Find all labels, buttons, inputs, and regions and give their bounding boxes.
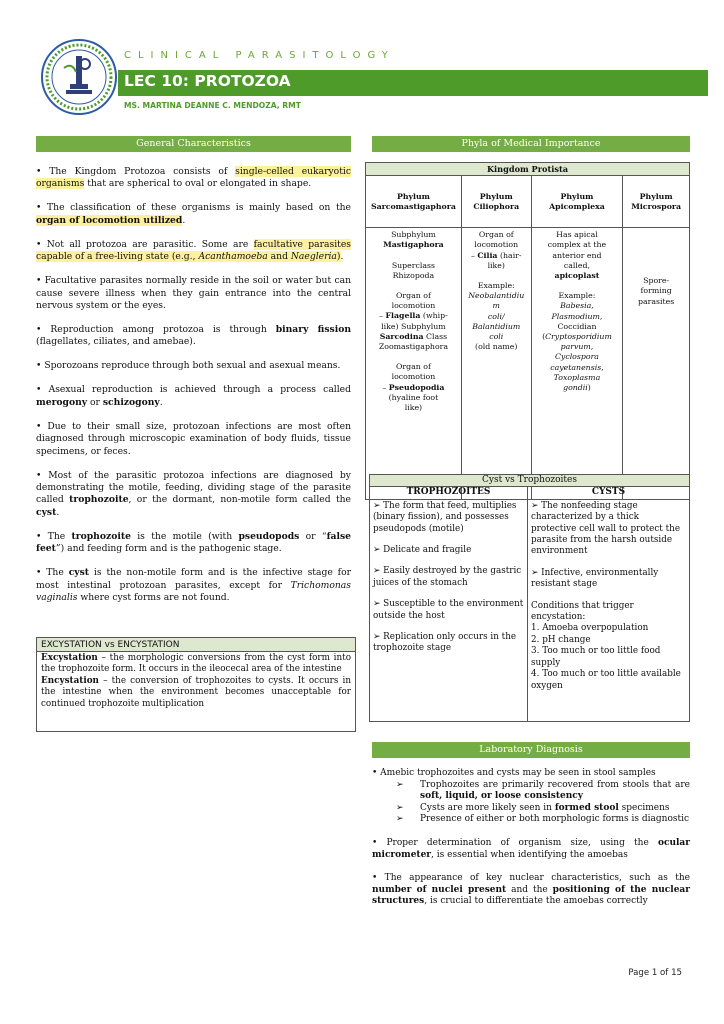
text-run: ocular micrometer xyxy=(372,837,690,860)
cell-line xyxy=(464,301,529,311)
text-run: parvum, xyxy=(560,342,594,352)
arrow-bullet-icon: ➢ xyxy=(396,814,404,825)
text-run: soft, liquid, or loose consistency xyxy=(420,791,583,802)
arrow-bullet-icon: ➢ xyxy=(396,802,404,813)
text-run: Naegleria xyxy=(290,251,337,263)
text-run: • Due to their small size, protozoan infections are most often diagnosed through microscopic examination of body fluids, tissue specimens, or feces. xyxy=(36,420,351,457)
excystation-title: EXCYSTATION vs ENCYSTATION xyxy=(37,638,355,652)
characteristic-item xyxy=(36,421,351,458)
lab-paragraph xyxy=(372,873,690,908)
spacer xyxy=(368,251,459,261)
excystation-box xyxy=(36,637,356,732)
cell-line xyxy=(368,240,459,250)
characteristic-item xyxy=(36,384,351,409)
general-characteristics-section xyxy=(36,136,351,616)
text-run: complex at the xyxy=(547,240,607,250)
text-run: Superclass xyxy=(391,260,436,270)
text-run: and xyxy=(267,251,291,263)
text-run: called, xyxy=(563,260,590,270)
text-run: Plasmodium xyxy=(551,311,600,321)
text-run: Babesia, xyxy=(560,301,594,311)
text-run: Rhizopoda xyxy=(392,270,435,280)
text-run: – the morphologic conversions from the cyst form into the trophozoite form. It occurs in the ileocecal area of the intestine xyxy=(41,653,351,675)
text-run: cyst xyxy=(68,567,90,579)
laboratory-diagnosis-section xyxy=(372,742,690,908)
condition-item: 4. Too much or too little available oxygen xyxy=(531,669,681,691)
text-run: like) xyxy=(404,403,423,413)
page-header xyxy=(40,38,700,118)
cell-line xyxy=(464,251,529,261)
lab-lead: • Amebic trophozoites and cysts may be seen in stool samples xyxy=(372,768,656,778)
text-run: trophozoite xyxy=(69,494,129,506)
text-run: ( xyxy=(542,332,546,342)
text-run: • The xyxy=(36,567,69,579)
text-run: , xyxy=(599,311,603,321)
phylum-header: Phylum Microspora xyxy=(623,176,690,228)
text-run: binary fission xyxy=(275,324,351,336)
spacer xyxy=(368,352,459,362)
cell-line xyxy=(534,373,621,383)
text-run: ”) and feeding form and is the pathogenic stage. xyxy=(55,543,282,555)
text-run: positioning of the nuclear structures xyxy=(372,884,690,907)
cell-line xyxy=(534,332,621,342)
cell-line xyxy=(534,312,621,322)
text-run: Has apical xyxy=(556,230,598,240)
text-run: (whip- xyxy=(420,311,448,321)
cell-line xyxy=(464,240,529,250)
characteristic-item xyxy=(36,470,351,520)
spacer xyxy=(464,271,529,281)
text-run: • Reproduction among protozoa is through xyxy=(36,324,276,336)
cell-line xyxy=(368,261,459,271)
cell-line xyxy=(464,322,529,332)
text-run: Trophozoites are primarily recovered from stools that are xyxy=(420,779,690,790)
text-run: gondii xyxy=(563,383,588,393)
text-run: • The Kingdom Protozoa consists of xyxy=(36,166,236,177)
text-run: Mastigaphora xyxy=(383,240,444,250)
text-run: formed stool xyxy=(554,802,619,813)
text-run: Neobalantidiu xyxy=(468,291,525,301)
cell-line xyxy=(534,352,621,362)
definition-line xyxy=(41,676,351,710)
section-title: Phyla of Medical Importance xyxy=(372,136,690,152)
cell-line xyxy=(368,403,459,413)
characteristic-item xyxy=(36,275,351,312)
cell-line xyxy=(368,291,459,301)
text-run: number of nuclei present xyxy=(372,884,507,895)
text-run: is the non-motile form and is the infective stage for most intestinal protozoan parasites, except for xyxy=(36,567,351,591)
cell-line xyxy=(368,301,459,311)
section-title: General Characteristics xyxy=(36,136,351,152)
author-name: MS. MARTINA DEANNE C. MENDOZA, RMT xyxy=(124,101,301,110)
text-run: Organ of xyxy=(478,230,514,240)
phyla-header-row xyxy=(366,176,690,228)
list-item: ➢ Susceptible to the environment outside the host xyxy=(373,599,524,621)
phylum-header: Phylum Sarcomastigaphora xyxy=(366,176,462,228)
phyla-body-row xyxy=(366,228,690,500)
cell-line xyxy=(464,312,529,322)
cell-line xyxy=(625,276,687,286)
lab-paras xyxy=(372,838,690,908)
school-seal-logo xyxy=(40,38,118,116)
cell-line xyxy=(464,281,529,291)
condition-item: 2. pH change xyxy=(531,634,591,645)
text-run: Flagella xyxy=(385,311,421,321)
spacer xyxy=(368,281,459,291)
text-run: specimens xyxy=(618,802,670,813)
characteristic-item xyxy=(36,324,351,349)
cell-line xyxy=(368,383,459,393)
cell-line xyxy=(464,230,529,240)
cell-line xyxy=(534,230,621,240)
text-run: like) xyxy=(487,260,505,270)
text-run: – xyxy=(382,382,389,392)
lab-items xyxy=(372,768,690,908)
cell-line xyxy=(368,342,459,352)
text-run: Coccidian xyxy=(557,321,597,331)
text-run: (hyaline foot xyxy=(388,392,439,402)
cyst-trophozoite-table xyxy=(369,474,690,722)
text-run: cayetanensis, xyxy=(550,362,604,372)
text-run: • The appearance of key nuclear characteristics, such as the xyxy=(372,873,690,884)
text-run: • Sporozoans reproduce through both sexual and asexual means. xyxy=(36,360,341,372)
text-run: ) xyxy=(336,251,341,263)
text-run: , or the dormant, non-motile form called the xyxy=(128,494,351,506)
text-run: • Facultative parasites normally reside in the soil or water but can cause severe illness when they gain entrance into the central nervous system or the eyes. xyxy=(36,275,351,312)
text-run: Subphylum xyxy=(391,230,436,240)
text-run: Zoomastigaphora xyxy=(378,342,449,352)
cysts-header: CYSTS xyxy=(528,487,690,499)
phylum-cell xyxy=(623,228,690,500)
spacer xyxy=(625,230,687,276)
characteristic-item xyxy=(36,531,351,556)
phyla-section xyxy=(372,136,690,152)
excystation-body xyxy=(37,652,355,711)
text-run: coli xyxy=(489,332,504,342)
text-run: where cyst forms are not found. xyxy=(77,592,230,604)
list-item: ➢ The form that feed, multiplies (binary fission), and possesses pseudopods (motile) xyxy=(373,500,517,534)
condition-item: 1. Amoeba overpopulation xyxy=(531,623,649,634)
characteristic-item xyxy=(36,360,351,372)
cell-line xyxy=(368,372,459,382)
characteristic-item xyxy=(36,239,351,264)
text-run: Cilia xyxy=(477,250,498,260)
cell-line xyxy=(534,291,621,301)
text-run: Encystation xyxy=(41,675,99,686)
cell-line xyxy=(368,311,459,321)
phylum-cell xyxy=(366,228,462,500)
cell-line xyxy=(368,322,459,332)
cell-line xyxy=(534,383,621,393)
text-run: Organ of xyxy=(396,362,431,372)
text-run: Example: xyxy=(477,281,515,291)
text-run: anterior end xyxy=(552,250,602,260)
text-run: merogony xyxy=(36,396,88,408)
cell-line xyxy=(368,332,459,342)
text-run: Trichomonas vaginalis xyxy=(36,579,351,604)
text-run: organ of locomotion utilized xyxy=(36,214,183,226)
list-item: ➢ The nonfeeding stage characterized by a thick protective cell wall to protect the parasite from the harsh outside environment xyxy=(531,500,681,557)
text-run: Toxoplasma xyxy=(553,372,601,382)
cell-line xyxy=(625,286,687,296)
text-run: Organ of xyxy=(396,291,431,301)
phylum-header: Phylum Apicomplexa xyxy=(531,176,623,228)
text-run: and the xyxy=(506,884,553,895)
text-run: locomotion xyxy=(474,240,519,250)
page-number: Page 1 of 15 xyxy=(628,968,682,978)
cysts-cell xyxy=(528,499,690,721)
text-run: . xyxy=(182,214,186,226)
spacer xyxy=(534,281,621,291)
list-item: ➢ Infective, environmentally resistant stage xyxy=(531,567,659,590)
text-run: – xyxy=(470,250,478,260)
text-run: Balantidium xyxy=(472,321,521,331)
text-run: that are spherical to oval or elongated in shape. xyxy=(84,178,312,190)
characteristic-item xyxy=(36,202,351,227)
text-run: • Asexual reproduction is achieved through a process called xyxy=(36,384,351,396)
text-run: Spore- xyxy=(643,276,670,286)
cell-line xyxy=(534,251,621,261)
text-run: . xyxy=(159,396,163,408)
cell-line xyxy=(534,322,621,332)
general-items xyxy=(36,166,351,605)
lab-paragraph xyxy=(372,838,690,861)
text-run: (hair- xyxy=(497,250,522,260)
text-run: parasites xyxy=(638,296,675,306)
trophozoites-header: TROPHOZOITES xyxy=(370,487,528,499)
cell-line xyxy=(464,291,529,301)
text-run: forming xyxy=(640,286,672,296)
text-run: locomotion xyxy=(391,372,436,382)
lecture-title: LEC 10: PROTOZOA xyxy=(124,72,291,90)
text-run: . xyxy=(56,506,60,518)
definition-line xyxy=(41,653,351,676)
cell-line xyxy=(625,297,687,307)
text-run: or xyxy=(87,396,103,408)
text-run: , is essential when identifying the amoebas xyxy=(431,849,628,860)
lab-subs xyxy=(372,780,690,826)
lab-sub-item xyxy=(396,780,690,803)
text-run: cyst xyxy=(36,506,57,518)
text-run: locomotion xyxy=(391,301,436,311)
text-run: like) Subphylum xyxy=(381,321,446,331)
text-run: false feet xyxy=(36,530,351,555)
text-run: – the conversion of trophozoites to cysts. It occurs in the intestine when the environment becomes unacceptable for continued trophozoite multiplication xyxy=(41,675,351,709)
cell-line xyxy=(464,342,529,352)
cell-line xyxy=(534,240,621,250)
phylum-header: Phylum Ciliophora xyxy=(461,176,531,228)
text-run: Presence of either or both morphologic forms is diagnostic xyxy=(420,814,690,825)
text-run: • Not all protozoa are parasitic. Some are xyxy=(36,238,254,250)
text-run: trophozoite xyxy=(71,530,131,542)
text-run: facultative parasites capable of a free-living state (e.g., xyxy=(36,238,351,263)
cell-line xyxy=(534,261,621,271)
text-run: pseudopods xyxy=(238,530,300,542)
text-run: Cysts are more likely seen in xyxy=(420,802,555,813)
text-run: . xyxy=(340,251,344,263)
text-run: • Most of the parasitic protozoa infections are diagnosed by demonstrating the motile, feeding, dividing stage of the parasite called xyxy=(36,469,351,506)
characteristic-item xyxy=(36,166,351,191)
text-run: schizogony xyxy=(102,396,160,408)
trophozoites-cell xyxy=(370,499,528,721)
text-run: Example: xyxy=(558,291,596,301)
cell-line xyxy=(534,271,621,281)
text-run: m xyxy=(492,301,500,311)
list-item: ➢ Replication only occurs in the trophozoite stage xyxy=(373,632,517,654)
section-title: Laboratory Diagnosis xyxy=(372,742,690,758)
text-run: Cyclospora xyxy=(554,352,599,362)
cell-line xyxy=(534,342,621,352)
text-run: Pseudopodia xyxy=(388,382,445,392)
text-run: or “ xyxy=(299,530,327,542)
phylum-cell xyxy=(531,228,623,500)
text-run: (flagellates, ciliates, and amebae). xyxy=(36,336,196,348)
text-run: – xyxy=(379,311,386,321)
cell-line xyxy=(464,261,529,271)
cell-line xyxy=(368,362,459,372)
text-run: coli/ xyxy=(487,311,505,321)
text-run: Class xyxy=(423,331,448,341)
arrow-bullet-icon: ➢ xyxy=(396,779,404,790)
text-run: apicoplast xyxy=(554,271,600,281)
text-run: • Proper determination of organism size, using the xyxy=(372,837,658,848)
text-run: Cryptosporidium xyxy=(545,332,612,342)
cell-line xyxy=(368,393,459,403)
course-name: CLINICAL PARASITOLOGY xyxy=(124,50,395,61)
text-run: single-celled eukaryotic organisms xyxy=(36,166,351,190)
conditions-title: Conditions that trigger encystation: xyxy=(531,600,634,623)
lab-sub-item xyxy=(396,814,690,826)
text-run: Excystation xyxy=(41,653,98,663)
text-run: (old name) xyxy=(475,342,518,352)
cell-line xyxy=(368,230,459,240)
cell-line xyxy=(464,332,529,342)
kingdom-header: Kingdom Protista xyxy=(366,163,690,176)
list-item: ➢ Delicate and fragile xyxy=(373,545,472,556)
characteristic-item xyxy=(36,567,351,604)
lab-sub-item xyxy=(396,803,690,815)
cell-line xyxy=(368,271,459,281)
cyst-table-title: Cyst vs Trophozoites xyxy=(370,475,690,487)
condition-item: 3. Too much or too little food supply xyxy=(531,646,661,668)
text-run: Sarcodina xyxy=(379,331,424,341)
phyla-table xyxy=(365,162,690,500)
phylum-cell xyxy=(461,228,531,500)
text-run: ) xyxy=(587,383,591,393)
cell-line xyxy=(534,363,621,373)
text-run: , is crucial to differentiate the amoebas correctly xyxy=(424,896,648,907)
text-run: • The classification of these organisms is mainly based on the xyxy=(36,202,351,214)
text-run: • The xyxy=(36,530,72,542)
text-run: is the motile (with xyxy=(130,530,239,542)
list-item: ➢ Easily destroyed by the gastric juices of the stomach xyxy=(373,566,522,588)
cell-line xyxy=(534,301,621,311)
text-run: Acanthamoeba xyxy=(198,251,268,263)
